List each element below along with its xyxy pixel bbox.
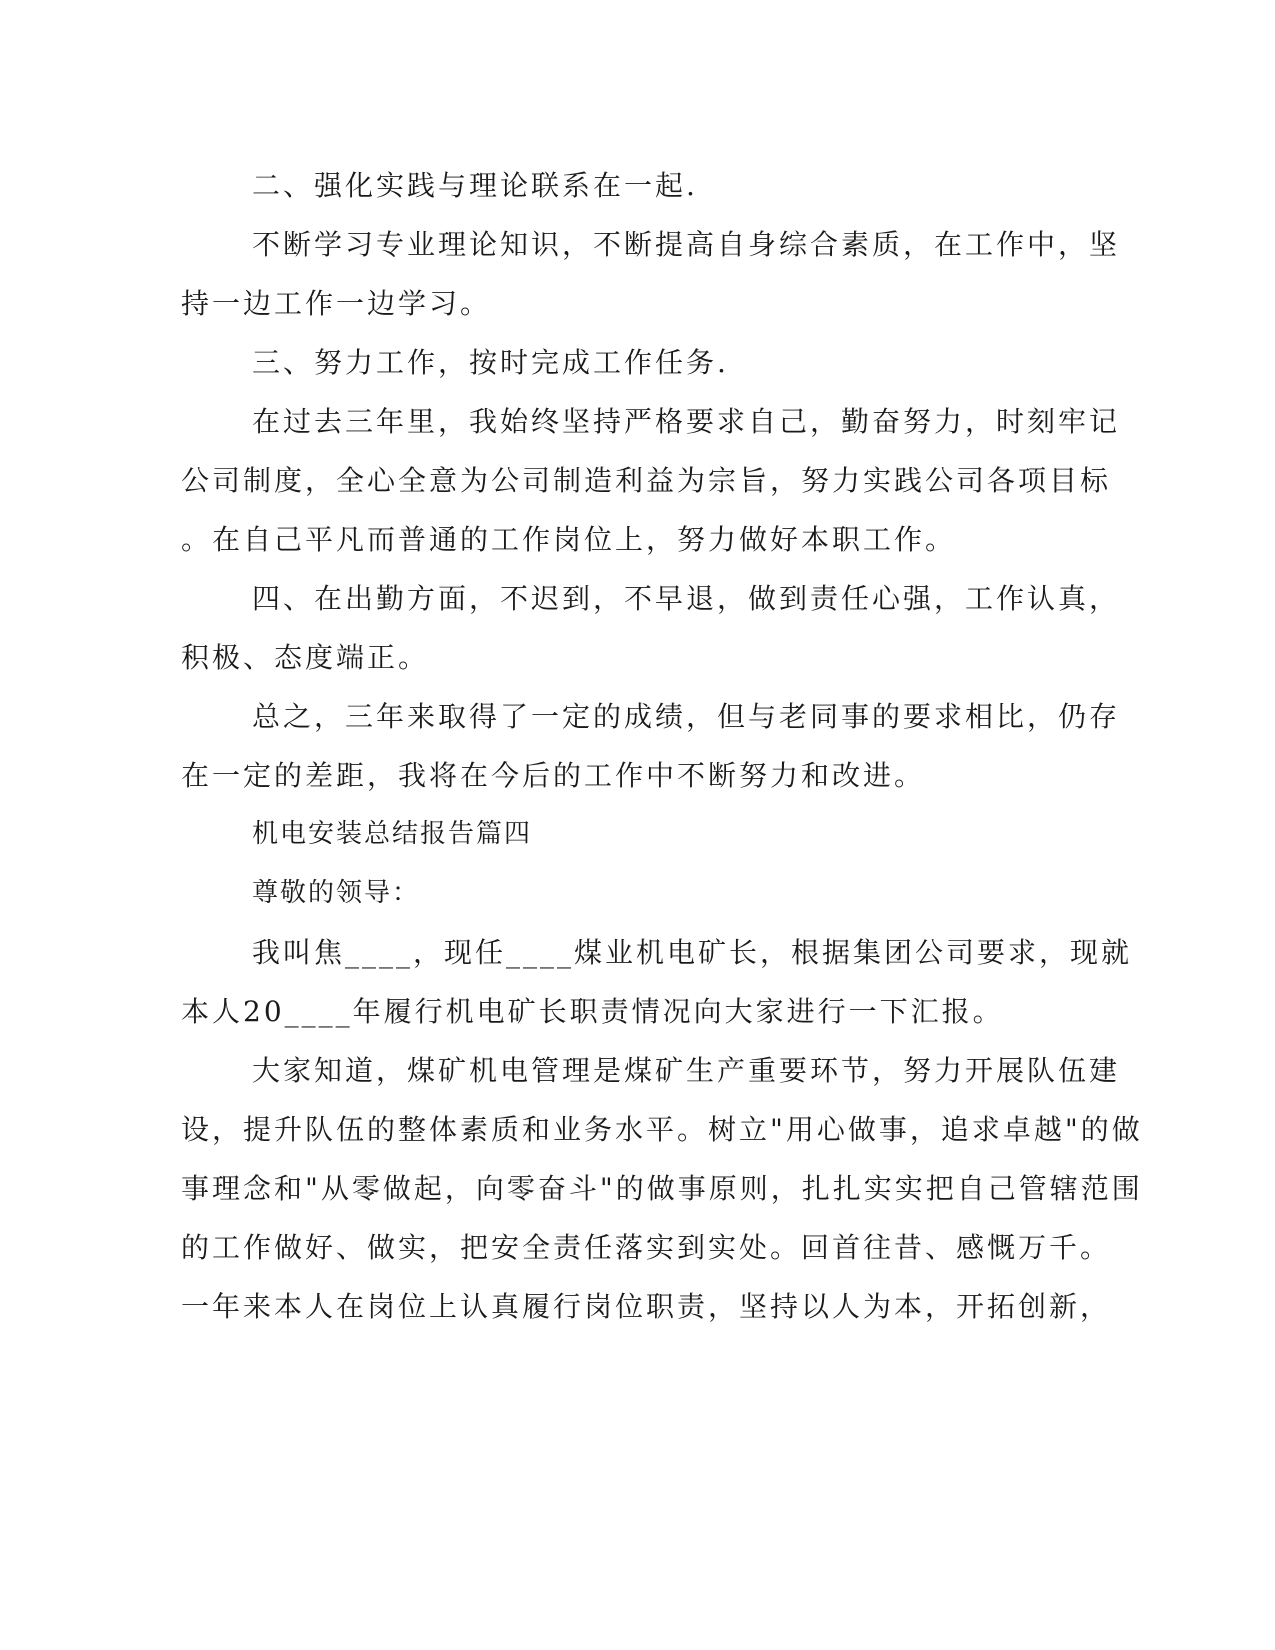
paragraph-line: 不断学习专业理论知识，不断提高自身综合素质，在工作中，坚 xyxy=(252,228,1121,261)
paragraph-line: 。在自己平凡而普通的工作岗位上，努力做好本职工作。 xyxy=(181,523,957,556)
document-body xyxy=(181,156,1143,1336)
paragraph-line: 设，提升队伍的整体素质和业务水平。树立"用心做事，追求卓越"的做 xyxy=(181,1113,1143,1146)
paragraph-line: 在过去三年里，我始终坚持严格要求自己，勤奋努力，时刻牢记 xyxy=(252,405,1121,438)
summary-line: 在一定的差距，我将在今后的工作中不断努力和改进。 xyxy=(181,759,926,792)
paragraph-line: 的工作做好、做实，把安全责任落实到实处。回首往昔、感慨万千。 xyxy=(181,1231,1112,1264)
paragraph-line: 本人20____年履行机电矿长职责情况向大家进行一下汇报。 xyxy=(181,995,1004,1028)
paragraph-line: 持一边工作一边学习。 xyxy=(181,287,492,320)
section-heading-2: 二、强化实践与理论联系在一起. xyxy=(252,169,698,202)
salutation: 尊敬的领导： xyxy=(252,878,421,908)
paragraph-line: 一年来本人在岗位上认真履行岗位职责，坚持以人为本，开拓创新， xyxy=(181,1290,1112,1323)
section-heading-4: 四、在出勤方面，不迟到，不早退，做到责任心强，工作认真， xyxy=(252,582,1121,615)
section-heading-3: 三、努力工作，按时完成工作任务. xyxy=(252,346,729,379)
paragraph-line: 事理念和"从零做起，向零奋斗"的做事原则，扎扎实实把自己管辖范围 xyxy=(181,1172,1143,1205)
summary-line: 总之，三年来取得了一定的成绩，但与老同事的要求相比，仍存 xyxy=(252,700,1121,733)
paragraph-line: 积极、态度端正。 xyxy=(181,641,430,674)
paragraph-line: 我叫焦____，现任____煤业机电矿长，根据集团公司要求，现就 xyxy=(252,936,1133,969)
article-title: 机电安装总结报告篇四 xyxy=(252,819,533,849)
paragraph-line: 公司制度，全心全意为公司制造利益为宗旨，努力实践公司各项目标 xyxy=(181,464,1112,497)
paragraph-line: 大家知道，煤矿机电管理是煤矿生产重要环节，努力开展队伍建 xyxy=(252,1054,1121,1087)
